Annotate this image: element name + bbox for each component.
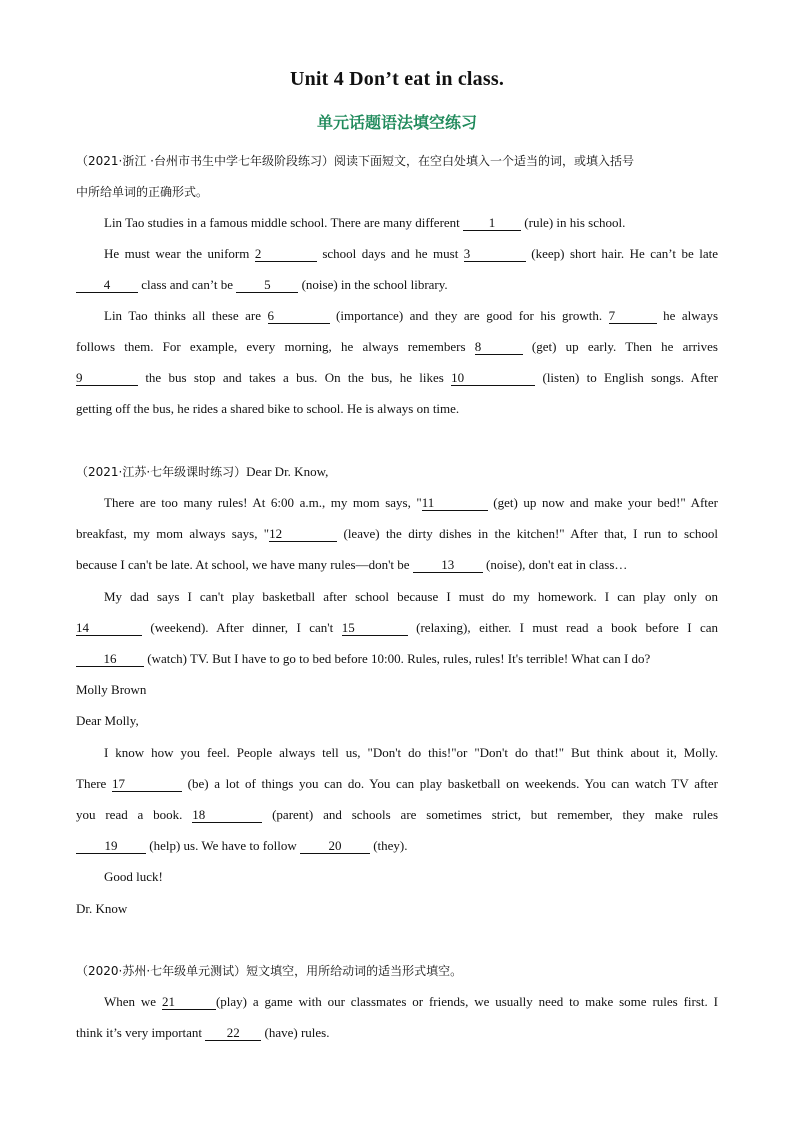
section2-line: There 17 (be) a lot of things you can do. You can play basketball on weekends. You can watch TV after [76,776,719,791]
blank-21[interactable]: 21 [162,995,216,1010]
document-title: Unit 4 Don’t eat in class. [289,68,505,90]
section1-line: Lin Tao studies in a famous middle school. There are many different 1 (rule) in his school. [104,215,626,230]
blank-17[interactable]: 17 [112,777,182,792]
section1-intro: （2021·浙江 ·台州市书生中学七年级阶段练习）阅读下面短文，在空白处填入一个适当的词，或填入括号 [76,154,634,168]
section2-line: breakfast, my mom always says, "12 (leave) the dirty dishes in the kitchen!" After that, I run to school [76,526,718,541]
blank-14[interactable]: 14 [76,621,142,636]
blank-1[interactable]: 1 [463,216,521,231]
blank-19[interactable]: 19 [76,839,146,854]
section3-line: think it’s very important 22 (have) rules. [76,1025,330,1040]
section2-line: I know how you feel. People always tell us, "Don't do this!"or "Don't do that!" But think about it, Molly. [104,745,718,760]
blank-18[interactable]: 18 [192,808,262,823]
section1-line: He must wear the uniform 2 school days and he must 3 (keep) short hair. He can’t be late [104,246,719,261]
section2-line: My dad says I can't play basketball after school because I must do my homework. I can play only on [104,589,718,604]
blank-13[interactable]: 13 [413,558,483,573]
section2-signature: Dr. Know [76,901,128,916]
section2-intro: （2021·江苏·七年级课时练习）Dear Dr. Know, [76,464,329,479]
document-subtitle: 单元话题语法填空练习 [316,113,477,132]
blank-20[interactable]: 20 [300,839,370,854]
section1-line: Lin Tao thinks all these are 6 (importance) and they are good for his growth. 7 he always [104,308,719,323]
section3-intro: （2020·苏州·七年级单元测试）短文填空，用所给动词的适当形式填空。 [76,964,463,978]
section2-line: 14 (weekend). After dinner, I can't 15 (relaxing), either. I must read a book before I can [76,620,718,635]
blank-15[interactable]: 15 [342,621,408,636]
blank-12[interactable]: 12 [269,527,337,542]
section1-intro-cont: 中所给单词的正确形式。 [76,185,209,199]
blank-9[interactable]: 9 [76,371,138,386]
blank-10[interactable]: 10 [451,371,535,386]
section2-line: There are too many rules! At 6:00 a.m., my mom says, "11 (get) up now and make your bed!" After [104,495,718,510]
section2-closing: Good luck! [104,869,163,884]
blank-2[interactable]: 2 [255,247,317,262]
blank-5[interactable]: 5 [236,278,298,293]
blank-3[interactable]: 3 [464,247,526,262]
blank-16[interactable]: 16 [76,652,144,667]
blank-4[interactable]: 4 [76,278,138,293]
section3-line: When we 21 (play) a game with our classmates or friends, we usually need to make some rules first. I [104,994,718,1009]
section2-greeting: Dear Molly, [76,713,139,728]
section1-line: 4 class and can’t be 5 (noise) in the school library. [76,277,718,293]
section1-line: 9 the bus stop and takes a bus. On the bus, he likes 10 (listen) to English songs. After [76,370,718,385]
section1-line: follows them. For example, every morning, he always remembers 8 (get) up early. Then he arrives [76,339,718,354]
blank-6[interactable]: 6 [268,309,330,324]
blank-7[interactable]: 7 [609,309,657,324]
section2-signature: Molly Brown [76,682,147,697]
blank-22[interactable]: 22 [205,1026,261,1041]
section2-line: because I can't be late. At school, we have many rules—don't be 13 (noise), don't eat in class… [76,557,628,572]
blank-8[interactable]: 8 [475,340,523,355]
blank-11[interactable]: 11 [422,496,488,511]
section1-line: getting off the bus, he rides a shared bike to school. He is always on time. [76,401,460,416]
section2-line: 19 (help) us. We have to follow 20 (they). [76,838,718,854]
section2-line: you read a book. 18 (parent) and schools are sometimes strict, but remember, they make rules [76,807,718,822]
section2-line: 16 (watch) TV. But I have to go to bed before 10:00. Rules, rules, rules! It's terrible! What can I do? [76,651,718,667]
